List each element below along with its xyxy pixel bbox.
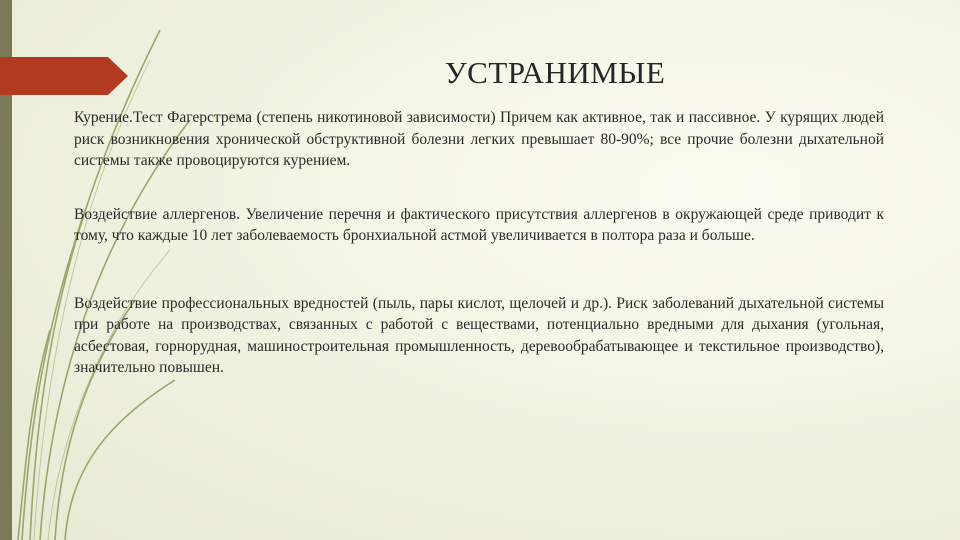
title-arrow-shape [0, 57, 128, 95]
slide-content [74, 107, 884, 379]
paragraph-allergens: Воздействие аллергенов. Увеличение перечня и фактического присутствия аллергенов в окружающей среде приводит к тому, что каждые 10 лет заболеваемость бронхиальной астмой увеличивается в полтора раза и больше. [74, 205, 884, 244]
paragraph-smoking: Курение.Тест Фагерстрема (степень никотиновой зависимости) Причем как активное, так и пассивное. У курящих людей риск возникновения хронической обструктивной болезни легких превышает 80-90%; все прочие болезни дыхательной системы также провоцируются курением. [74, 109, 884, 169]
slide-title: УСТРАНИМЫЕ [444, 55, 666, 90]
paragraph-occupational-hazards: Воздействие профессиональных вредностей (пыль, пары кислот, щелочей и др.). Риск заболеваний дыхательной системы при работе на производствах, связанных с работой с веществами, потенциально вредными для дыхания (угольная, асбестовая, горнорудная, машиностроительная промышленность, деревообрабатывающее и текстильное производство), значительно повышен. [74, 294, 884, 376]
